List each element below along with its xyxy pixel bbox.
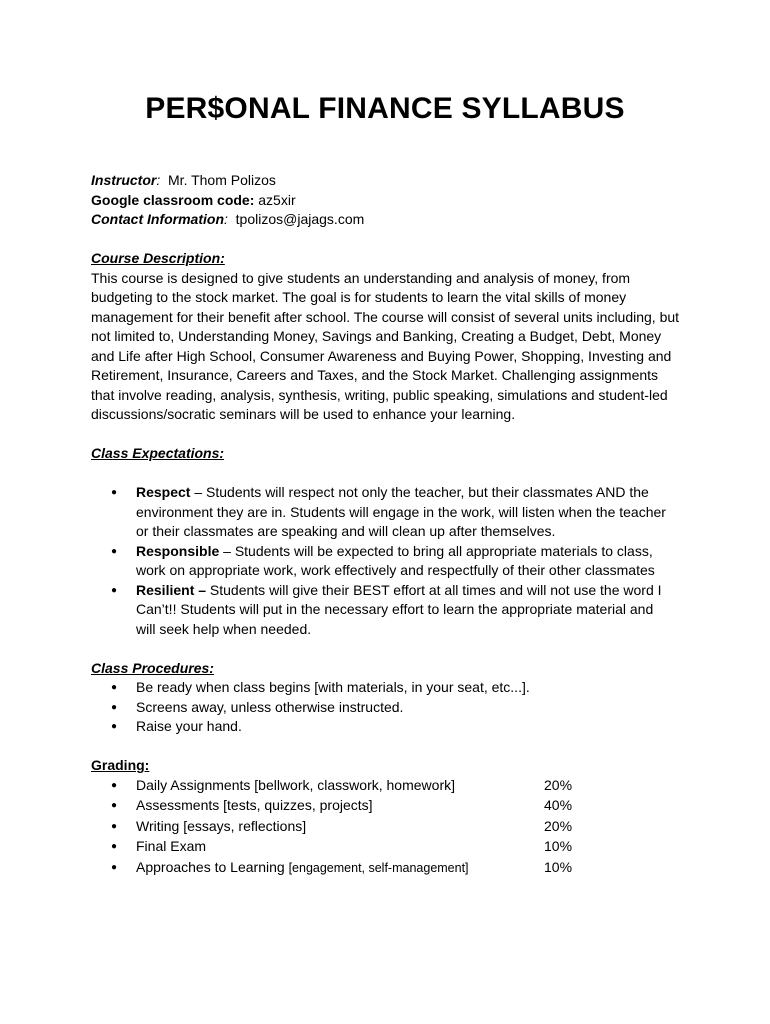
contact-colon: : bbox=[224, 211, 228, 227]
classroom-code-value: az5xir bbox=[258, 191, 296, 208]
list-item: ● Screens away, unless otherwise instructed. bbox=[91, 698, 691, 718]
expectation-term: Resilient – bbox=[136, 581, 207, 598]
grade-percent: 10% bbox=[544, 858, 573, 875]
contact-line bbox=[91, 210, 691, 230]
class-expectations-heading: Class Expectations: bbox=[91, 445, 225, 461]
instructor-colon: : bbox=[156, 172, 161, 188]
grade-category: Approaches to Learning bbox=[136, 858, 289, 875]
class-procedures-heading: Class Procedures: bbox=[91, 659, 214, 676]
table-row bbox=[91, 837, 691, 858]
grade-category: Assessments [tests, quizzes, projects] bbox=[136, 797, 373, 813]
course-description-heading: Course Description: bbox=[91, 250, 225, 266]
grade-percent: 20% bbox=[544, 776, 573, 793]
expectation-separator: – bbox=[190, 484, 207, 500]
grading-heading: Grading: bbox=[91, 757, 150, 773]
expectation-text: Students will give their BEST effort at all times and will not use the word I Can’t!! Students will put in the necessary effort to learn the appropriate material and will seek help when needed. bbox=[136, 581, 662, 637]
contact-email: tpolizos@jajags.com bbox=[235, 211, 365, 227]
table-row bbox=[91, 776, 691, 797]
course-description-text: This course is designed to give students an understanding and analysis of money, from budgeting to the stock market. The goal is for students to learn the vital skills of money management for their benefit after school. The course will consist of several units including, but not limited to, Understanding Money, Savings and Banking, Creating a Budget, Debt, Money and Life after High School, Consumer Awareness and Buying Power, Shopping, Investing and Retirement, Insurance, Careers and Taxes, and the Stock Market. Challenging assignments that involve reading, analysis, synthesis, writing, public speaking, simulations and student-led discussions/socratic seminars will be used to enhance your learning. bbox=[91, 269, 680, 422]
expectations-list bbox=[91, 483, 691, 639]
grading-list bbox=[91, 776, 691, 879]
list-item bbox=[91, 581, 676, 640]
expectation-term: Respect bbox=[136, 484, 191, 500]
grade-category: Writing [essays, reflections] bbox=[136, 817, 307, 834]
instructor-line bbox=[91, 171, 691, 191]
expectation-term: Responsible bbox=[136, 542, 220, 559]
page-title: PER$ONAL FINANCE SYLLABUS bbox=[145, 92, 625, 125]
list-item: ● Raise your hand. bbox=[91, 717, 691, 737]
procedures-list bbox=[91, 678, 691, 737]
classroom-code-label: Google classroom code: bbox=[91, 191, 255, 208]
grade-percent: 10% bbox=[544, 838, 573, 854]
table-row bbox=[91, 796, 691, 817]
expectation-separator: – bbox=[219, 542, 235, 559]
list-item: ● Be ready when class begins [with materials, in your seat, etc...]. bbox=[91, 678, 691, 698]
grade-percent: 20% bbox=[544, 817, 573, 834]
contact-label: Contact Information bbox=[91, 211, 224, 227]
expectation-text: Students will respect not only the teacher, but their classmates AND the environment they are in. Students will engage in the work, will listen when the teacher or their classmates are speaking and will clean up after themselves. bbox=[136, 484, 666, 539]
list-item bbox=[91, 483, 676, 542]
grade-category: Final Exam bbox=[136, 838, 207, 854]
instructor-label: Instructor bbox=[91, 172, 157, 188]
classroom-code-line bbox=[91, 191, 691, 211]
grade-category: Daily Assignments [bellwork, classwork, homework] bbox=[136, 776, 455, 793]
grade-percent: 40% bbox=[544, 797, 573, 813]
table-row bbox=[91, 817, 691, 838]
list-item bbox=[91, 542, 676, 581]
expectation-text: Students will be expected to bring all appropriate materials to class, work on appropriate work, work effectively and respectfully of their other classmates bbox=[136, 542, 655, 578]
instructor-name: Mr. Thom Polizos bbox=[168, 172, 276, 188]
syllabus-content bbox=[91, 171, 691, 878]
grade-note: [engagement, self-management] bbox=[288, 860, 469, 875]
table-row bbox=[91, 858, 691, 879]
